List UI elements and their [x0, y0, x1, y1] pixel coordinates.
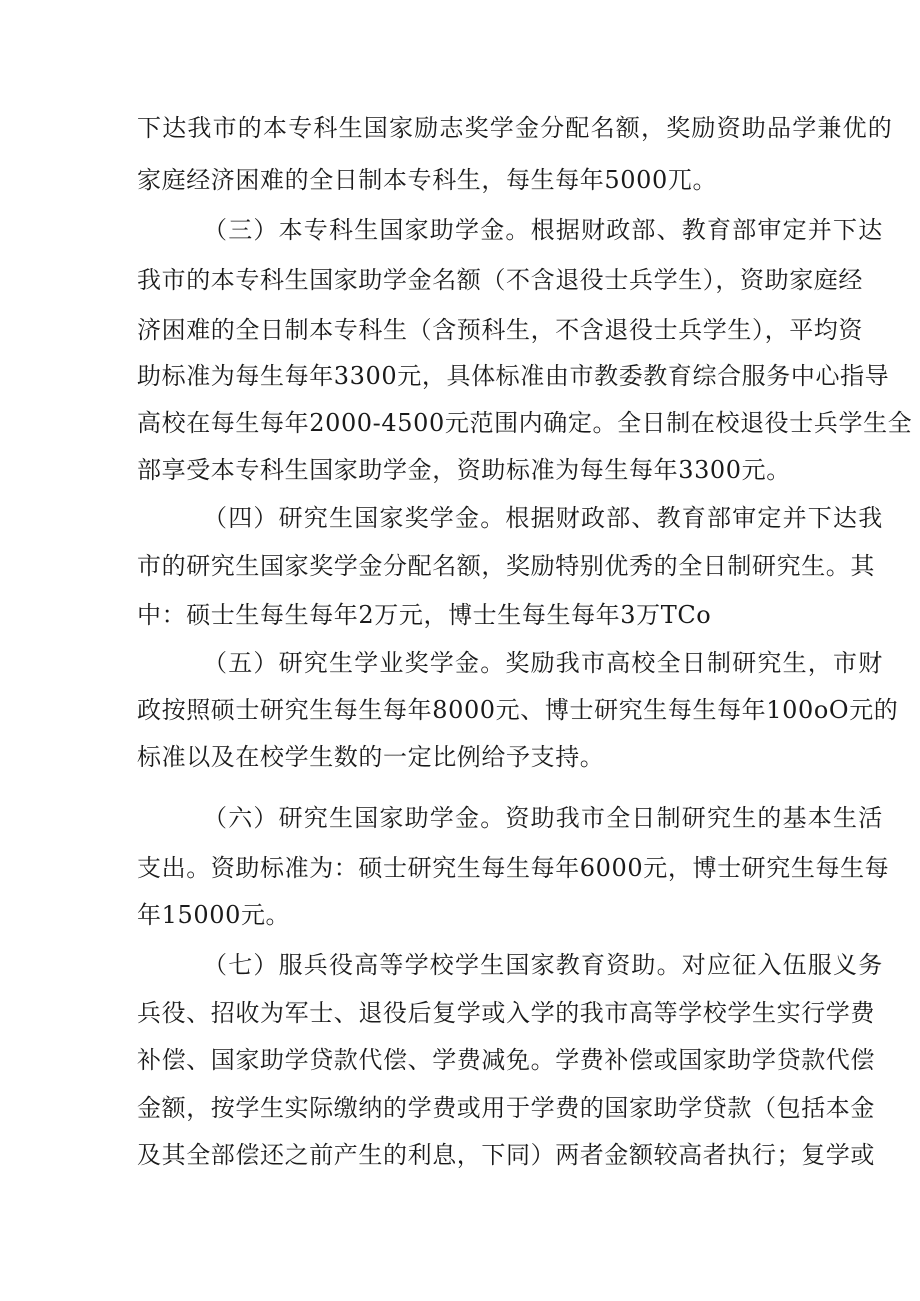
text-line: 标准以及在校学生数的一定比例给予支持。	[137, 743, 605, 771]
paragraph-start-line: （六）研究生国家助学金。资助我市全日制研究生的基本生活	[203, 804, 884, 832]
text-line: 助标准为每生每年3300元，具体标准由市教委教育综合服务中心指导	[137, 362, 890, 390]
text-line: 我市的本专科生国家助学金名额（不含退役士兵学生），资助家庭经	[137, 266, 863, 294]
text-line: 下达我市的本专科生国家励志奖学金分配名额，奖励资助品学兼优的	[137, 114, 893, 142]
text-line: 市的研究生国家奖学金分配名额，奖励特别优秀的全日制研究生。其	[137, 552, 875, 580]
text-line: 济困难的全日制本专科生（含预科生，不含退役士兵学生），平均资	[137, 316, 863, 344]
paragraph-start-line: （五）研究生学业奖学金。奖励我市高校全日制研究生，市财	[203, 649, 884, 677]
text-line: 补偿、国家助学贷款代偿、学费减免。学费补偿或国家助学贷款代偿	[137, 1046, 875, 1074]
text-line: 年15000元。	[137, 901, 291, 929]
text-line: 高校在每生每年2000-4500元范围内确定。全日制在校退役士兵学生全	[137, 409, 913, 437]
text-line: 部享受本专科生国家助学金，资助标准为每生每年3300元。	[137, 456, 791, 484]
text-line: 兵役、招收为军士、退役后复学或入学的我市高等学校学生实行学费	[137, 999, 875, 1027]
text-line: 家庭经济困难的全日制本专科生，每生每年5000兀。	[137, 166, 718, 194]
text-line: 中：硕士生每生每年2万元，博士生每生每年3万TCo	[137, 601, 712, 629]
paragraph-start-line: （四）研究生国家奖学金。根据财政部、教育部审定并下达我	[203, 504, 884, 532]
paragraph-start-line: （七）服兵役高等学校学生国家教育资助。对应征入伍服义务	[203, 951, 884, 979]
text-line: 支出。资助标准为：硕士研究生每生每年6000元，博士研究生每生每	[137, 854, 890, 882]
text-line: 及其全部偿还之前产生的利息，下同）两者金额较高者执行；复学或	[137, 1141, 875, 1169]
paragraph-start-line: （三）本专科生国家助学金。根据财政部、教育部审定并下达	[203, 216, 884, 244]
text-line: 金额，按学生实际缴纳的学费或用于学费的国家助学贷款（包括本金	[137, 1094, 875, 1122]
text-line: 政按照硕士研究生每生每年8000元、博士研究生每生每年100oO元的	[137, 696, 899, 724]
